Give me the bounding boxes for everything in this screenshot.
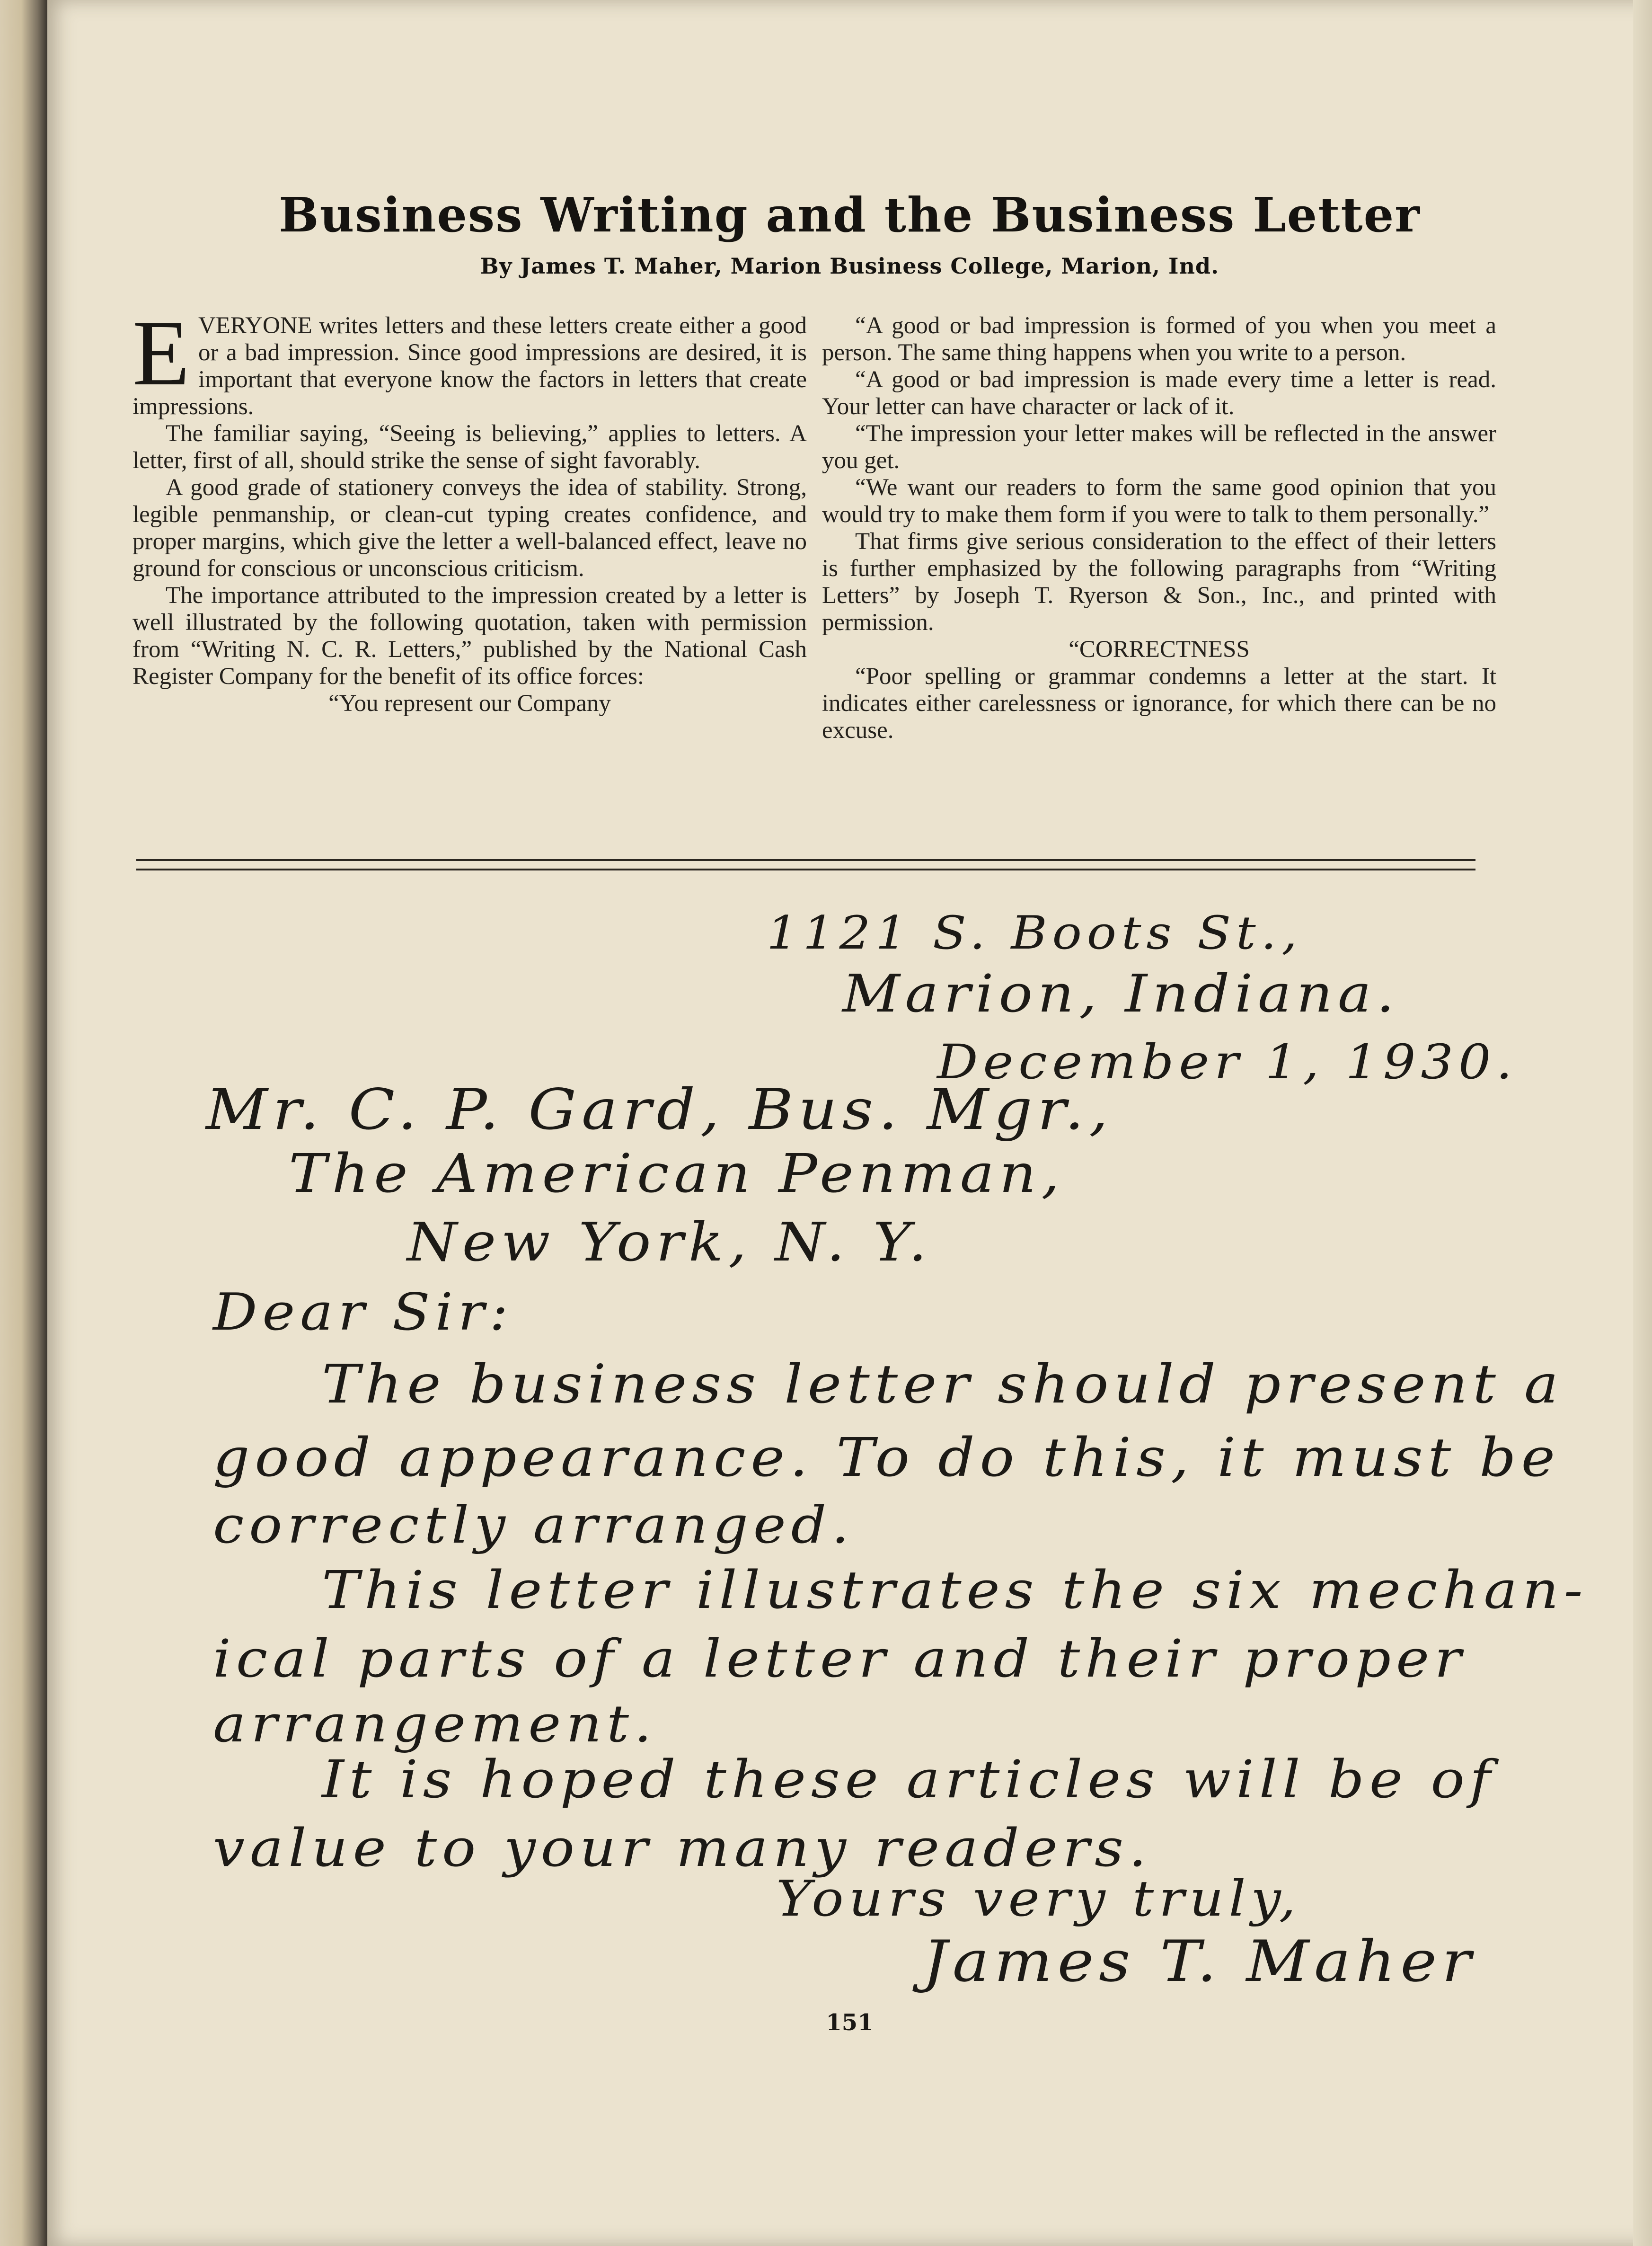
letter-body-line: This letter illustrates the six mechan- [322, 1560, 1588, 1620]
letter-date: December 1, 1930. [937, 1034, 1518, 1090]
letter-inside-address-2: The American Penman, [289, 1143, 1065, 1205]
letter-address-line-1: 1121 S. Boots St., [767, 906, 1302, 959]
letter-body-line: ical parts of a letter and their proper [213, 1628, 1466, 1689]
letter-body-line: arrangement. [213, 1695, 657, 1754]
paragraph: “A good or bad impression is made every time a letter is read. Your letter can have character or lack of it. [822, 366, 1496, 420]
letter-body-line: good appearance. To do this, it must be [213, 1427, 1560, 1489]
right-column [822, 312, 1496, 744]
magazine-page [47, 0, 1652, 2246]
paragraph: “A good or bad impression is formed of you when you meet a person. The same thing happens when you write to a person. [822, 312, 1496, 366]
letter-body-line: It is hoped these articles will be of [322, 1749, 1496, 1810]
paragraph: That firms give serious consideration to the effect of their letters is further emphasized by the following paragraphs from “Writing Letters” by Joseph T. Ryerson & Son., Inc., and printed with permission. [822, 528, 1496, 636]
book-spine-gutter [0, 0, 47, 2246]
page-edge [1633, 0, 1652, 2246]
letter-closing: Yours very truly, [776, 1870, 1301, 1927]
letter-body-line: The business letter should present a [322, 1354, 1564, 1415]
paragraph: A good grade of stationery conveys the idea of stability. Strong, legible penmanship, or clean-cut typing creates confidence, and proper margins, which give the letter a well-balanced effect, leave no ground for conscious or unconscious criticism. [133, 474, 807, 582]
paragraph-text: VERYONE writes letters and these letters create either a good or a bad impression. Since good impressions are desired, it is important that everyone know the factors in letters that create impressions. [133, 312, 807, 420]
letter-address-line-2: Marion, Indiana. [842, 963, 1400, 1024]
paragraph [133, 301, 807, 420]
article-byline: By James T. Maher, Marion Business College, Marion, Ind. [480, 253, 1219, 279]
letter-inside-address-1: Mr. C. P. Gard, Bus. Mgr., [206, 1077, 1113, 1142]
paragraph: “Poor spelling or grammar condemns a letter at the start. It indicates either carelessness or ignorance, for which there can be no excuse. [822, 663, 1496, 744]
double-rule-divider [136, 859, 1475, 870]
article-title: Business Writing and the Business Letter [279, 187, 1421, 243]
paragraph: The familiar saying, “Seeing is believing,” applies to letters. A letter, first of all, should strike the sense of sight favorably. [133, 420, 807, 474]
left-column [133, 301, 807, 717]
paragraph: “You represent our Company [328, 690, 611, 717]
page-number: 151 [826, 2009, 874, 2036]
drop-cap: E [133, 301, 190, 405]
paragraph: “The impression your letter makes will be reflected in the answer you get. [822, 420, 1496, 474]
letter-inside-address-3: New York, N. Y. [407, 1212, 932, 1273]
paragraph: The importance attributed to the impression created by a letter is well illustrated by the following quotation, taken with permission from “Writing N. C. R. Letters,” published by the National Cash Register Company for the benefit of its office forces: [133, 582, 807, 690]
letter-salutation: Dear Sir: [213, 1283, 513, 1342]
letter-body-line: value to your many readers. [213, 1818, 1152, 1878]
section-heading: “CORRECTNESS [1069, 636, 1250, 663]
paragraph: “We want our readers to form the same good opinion that you would try to make them form if you were to talk to them personally.” [822, 474, 1496, 528]
letter-body-line: correctly arranged. [213, 1496, 854, 1555]
letter-signature: James T. Maher [923, 1929, 1476, 1995]
